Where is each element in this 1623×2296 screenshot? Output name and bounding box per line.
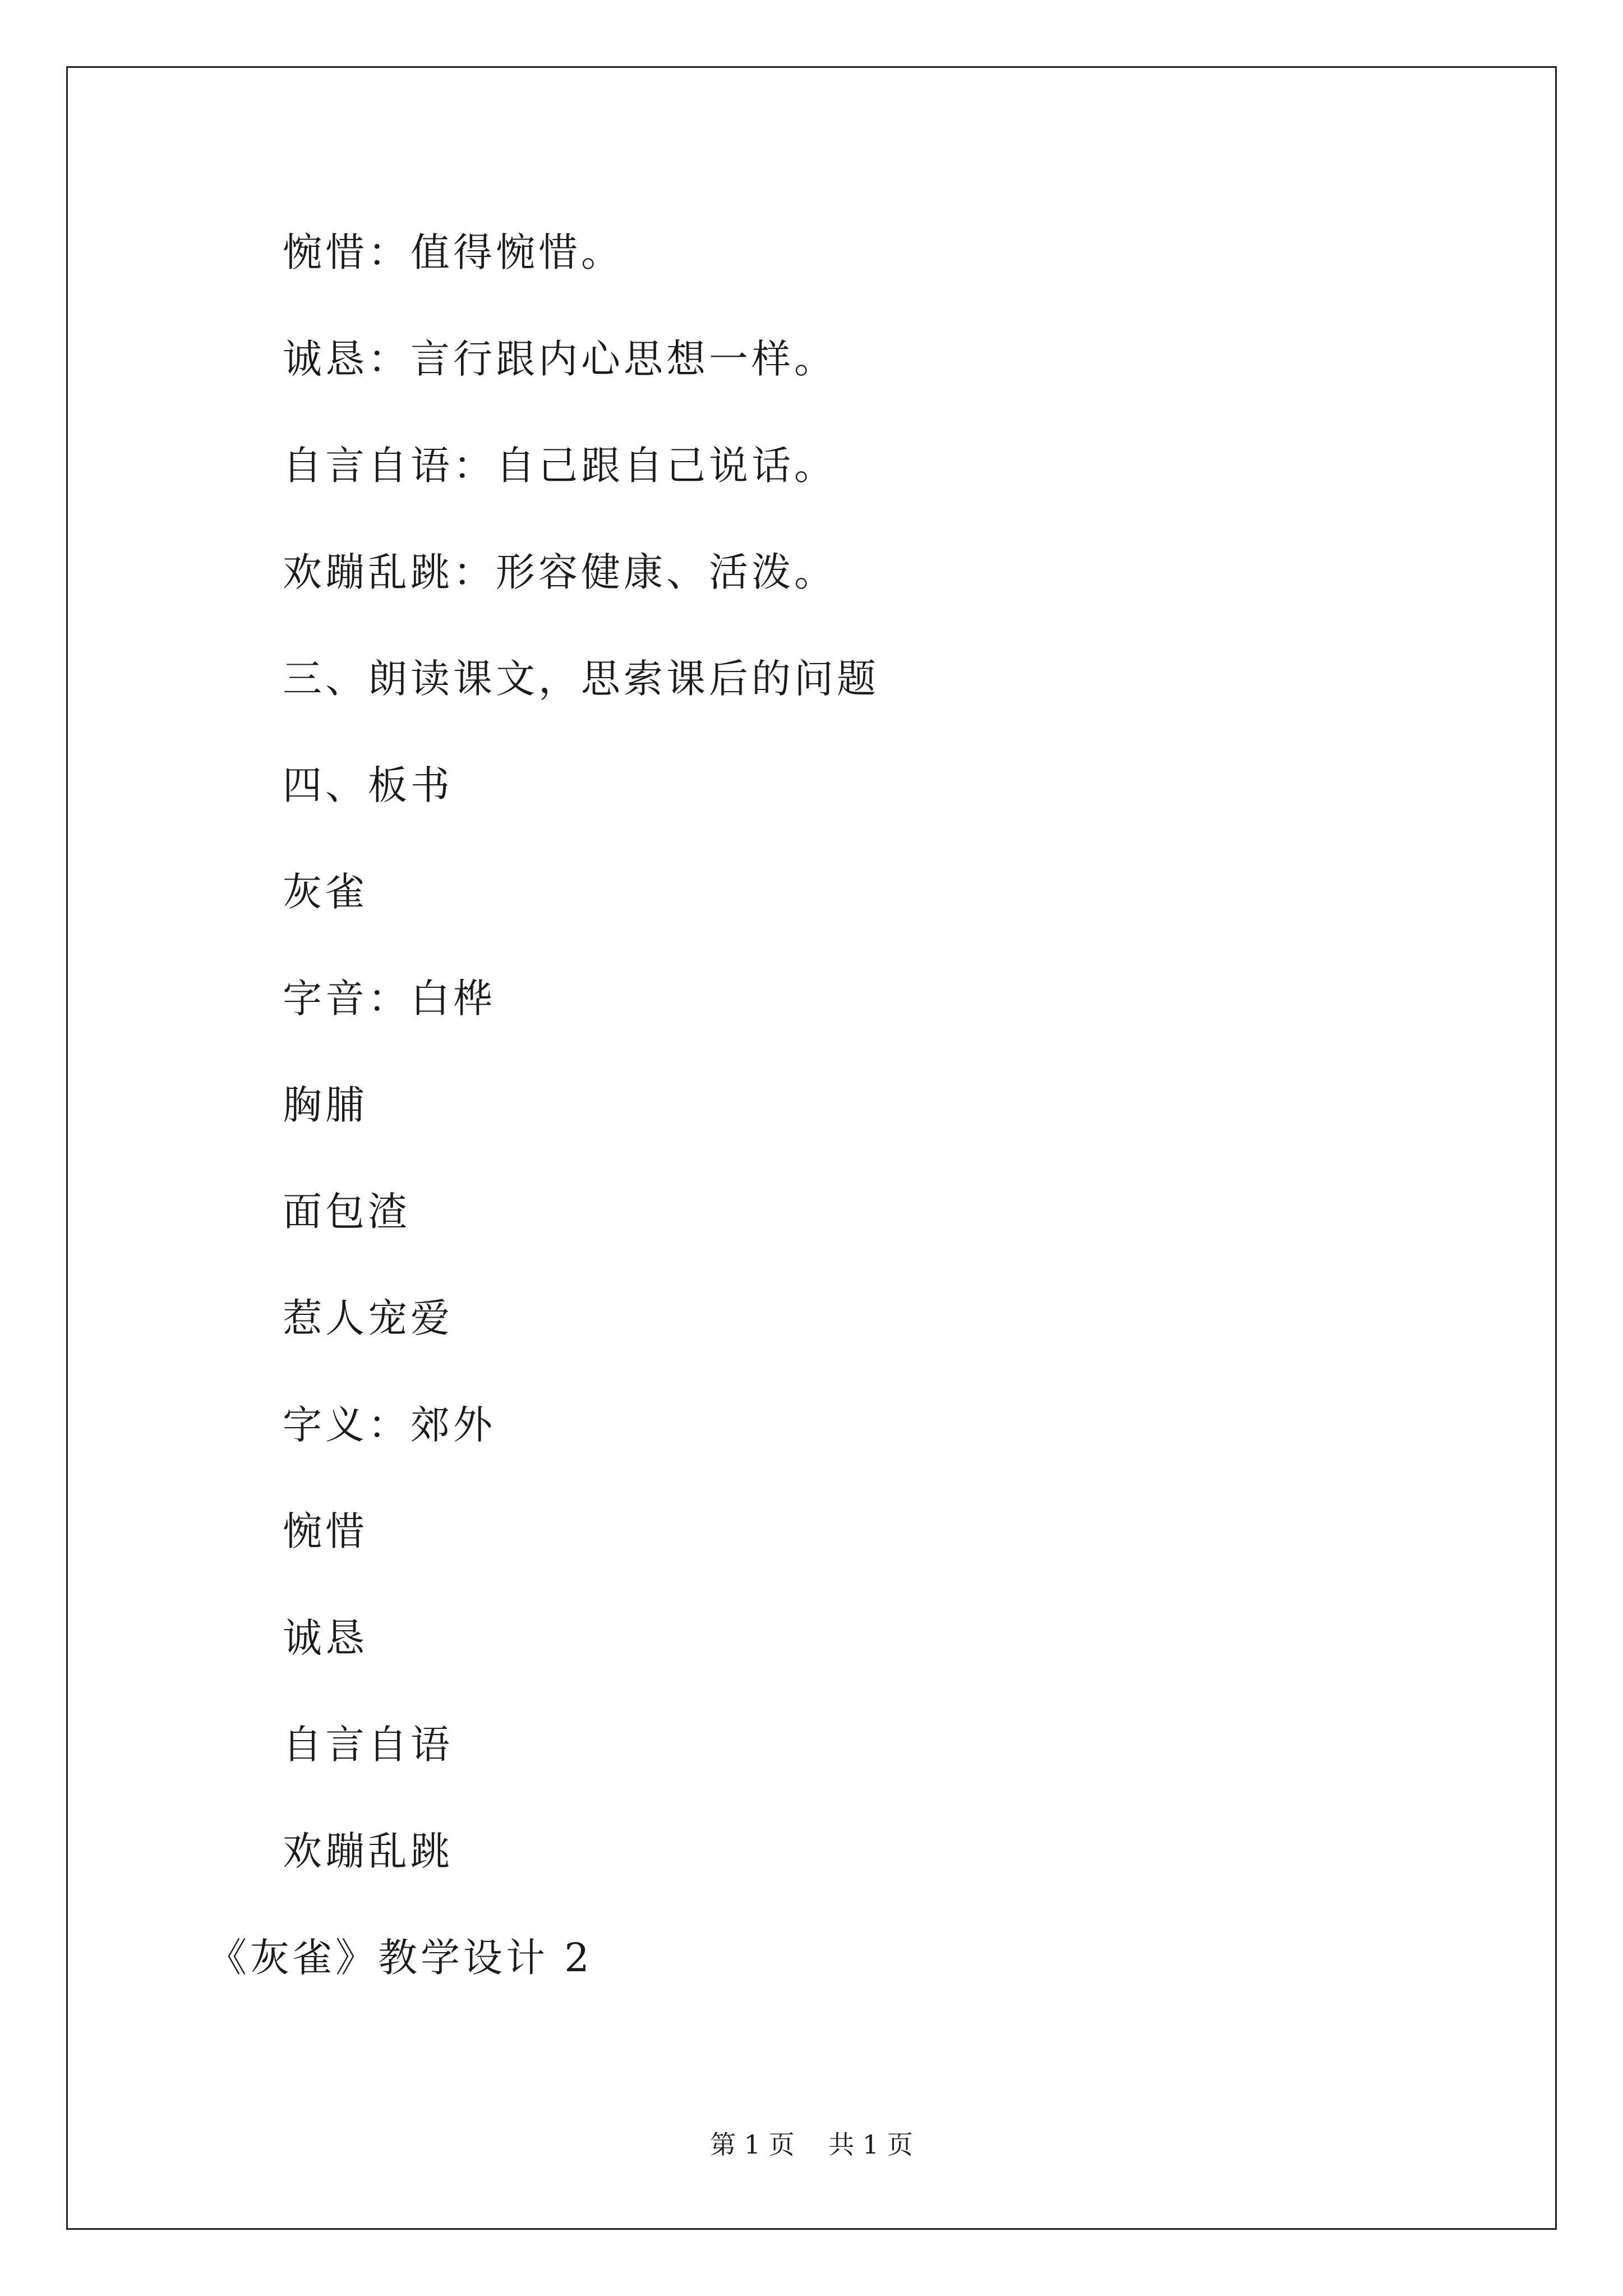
body-line: 惋惜：值得惋惜。 [283, 229, 624, 275]
body-line: 欢蹦乱跳 [283, 1828, 453, 1874]
body-line: 惹人宠爱 [283, 1295, 453, 1341]
body-line: 惋惜 [283, 1508, 368, 1554]
body-line: 字音：白桦 [283, 976, 496, 1022]
body-line: 字义：郊外 [283, 1402, 496, 1448]
body-line: 自言自语：自己跟自己说话。 [283, 443, 837, 489]
body-line: 胸脯 [283, 1082, 368, 1128]
body-line: 自言自语 [283, 1722, 453, 1768]
body-line: 面包渣 [283, 1189, 411, 1235]
page-frame [66, 66, 1557, 2230]
page-footer: 第 1 页 共 1 页 [710, 2129, 913, 2160]
next-section-title: 《灰雀》教学设计 2 [208, 1935, 593, 1981]
body-line: 欢蹦乱跳：形容健康、活泼。 [283, 549, 837, 595]
body-line: 诚恳：言行跟内心思想一样。 [283, 336, 837, 382]
section-heading: 三、朗读课文，思索课后的问题 [283, 656, 879, 702]
section-heading: 四、板书 [283, 762, 453, 808]
board-title: 灰雀 [283, 869, 368, 915]
body-line: 诚恳 [283, 1615, 368, 1661]
